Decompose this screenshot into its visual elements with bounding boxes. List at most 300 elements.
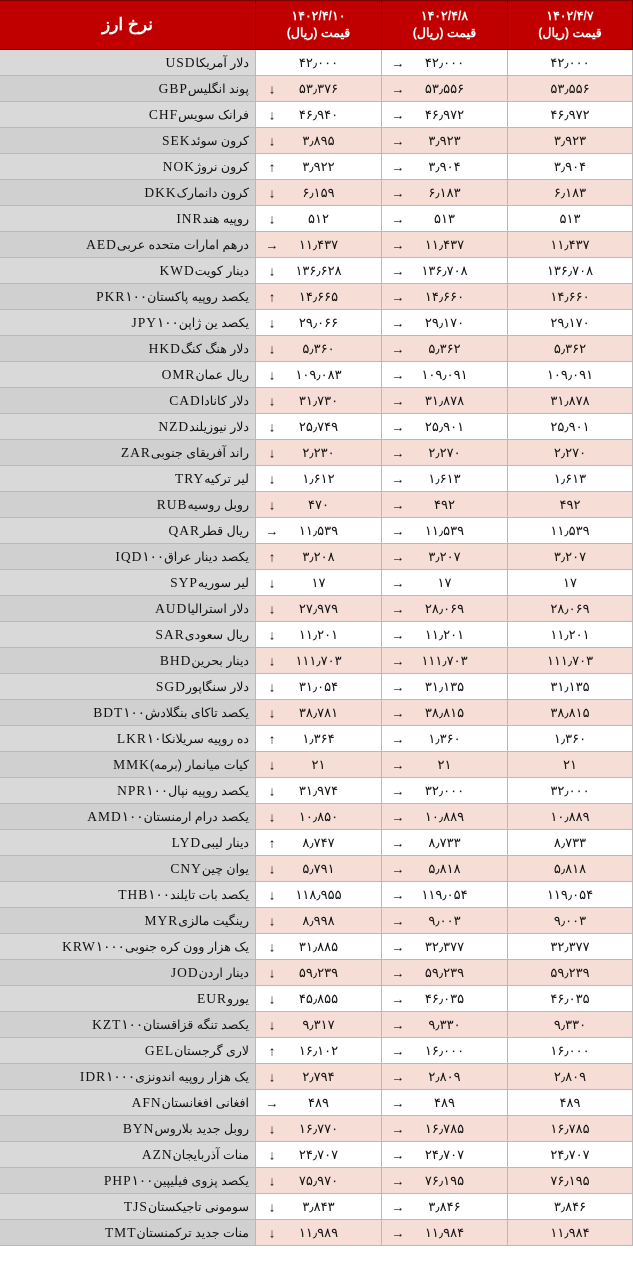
column-header-day3-label: قیمت (ریال) [538,26,602,40]
currency-name-cell [0,648,256,674]
currency-code: HKD [148,340,181,356]
price-day1 [256,154,382,180]
table-row [0,1116,633,1142]
price-day1-value: ۱٫۶۱۲ [302,470,335,486]
currency-code: JOD [170,964,199,980]
price-day1 [256,960,382,986]
currency-name: یکصد تاکای بنگلادش [145,705,249,720]
currency-code: NPR۱۰۰ [117,782,169,798]
trend-flat-icon: → [265,237,279,252]
trend-flat-icon: → [391,783,405,798]
price-day1-value: ۸٫۷۴۷ [302,834,335,850]
currency-name-cell [0,804,256,830]
price-day1 [256,778,382,804]
currency-name: منات آذربایجان [172,1147,249,1162]
price-day1-value: ۱۶٫۱۰۲ [298,1042,339,1058]
price-day1 [256,388,382,414]
trend-down-icon: ↓ [268,653,276,668]
price-day2 [382,102,508,128]
price-day2-value: ۱۱٫۴۳۷ [424,236,465,252]
price-day2 [382,596,508,622]
price-day3 [508,440,633,466]
price-day2 [382,856,508,882]
price-day1 [256,596,382,622]
currency-name-cell [0,180,256,206]
table-row [0,934,633,960]
trend-down-icon: ↓ [268,991,276,1006]
currency-name: ریال قطر [199,523,249,538]
price-day1 [256,1116,382,1142]
price-day2-value: ۴۲٫۰۰۰ [424,54,465,70]
currency-code: AUD [155,600,188,616]
price-day1-value: ۴۶٫۹۴۰ [298,106,339,122]
price-day3-value: ۱۷ [563,574,577,590]
price-day2-value: ۱۴٫۶۶۰ [424,288,465,304]
trend-flat-icon: → [391,1121,405,1136]
price-day1-value: ۳۱٫۰۵۴ [298,678,339,694]
price-day3 [508,986,633,1012]
price-day3-value: ۱۴٫۶۶۰ [550,288,590,304]
trend-flat-icon: → [391,445,405,460]
price-day1 [256,934,382,960]
table-row [0,1142,633,1168]
currency-name-cell [0,232,256,258]
price-day2-value: ۴۶٫۹۷۲ [424,106,465,122]
price-day2 [382,1064,508,1090]
price-day3 [508,1116,633,1142]
price-day3 [508,544,633,570]
currency-code: RUB [156,496,188,512]
currency-code: GBP [158,80,188,96]
currency-code: SEK [161,132,191,148]
price-day1 [256,1220,382,1246]
trend-down-icon: ↓ [268,913,276,928]
price-day1-value: ۸٫۹۹۸ [302,912,335,928]
price-day3-value: ۳٫۸۴۶ [553,1198,587,1214]
trend-down-icon: ↓ [268,107,276,122]
price-day1-value: ۲۷٫۹۷۹ [298,600,339,616]
table-row [0,206,633,232]
table-row [0,258,633,284]
currency-code: MYR [144,912,179,928]
price-day2-value: ۵۹٫۲۳۹ [424,964,465,980]
trend-flat-icon: → [391,653,405,668]
trend-flat-icon: → [391,1147,405,1162]
price-day1-value: ۴۲٫۰۰۰ [298,54,339,70]
currency-name-cell [0,934,256,960]
price-day2 [382,128,508,154]
price-day3 [508,76,633,102]
trend-up-icon: ↑ [268,731,276,746]
currency-name: افغانی افغانستان [161,1095,249,1110]
table-row [0,232,633,258]
currency-name: یک هزار وون کره جنوبی [124,939,249,954]
price-day1 [256,1090,382,1116]
currency-code: SGD [155,678,186,694]
currency-name: یکصد بات تایلند [169,887,249,902]
currency-name-cell [0,284,256,310]
price-day3 [508,700,633,726]
price-day2 [382,76,508,102]
price-day1-value: ۱۴٫۶۶۵ [298,288,339,304]
price-day2-value: ۲٫۲۷۰ [428,444,461,460]
price-day3 [508,102,633,128]
price-day2-value: ۱۱٫۹۸۴ [424,1224,465,1240]
trend-flat-icon: → [391,1043,405,1058]
trend-down-icon: ↓ [268,341,276,356]
currency-code: IQD۱۰۰ [115,548,165,564]
currency-code: SAR [155,626,185,642]
trend-up-icon: ↑ [268,289,276,304]
currency-name-cell [0,388,256,414]
price-day2 [382,50,508,76]
currency-name: یکصد روپیه نپال [168,783,249,798]
price-day2-value: ۷۶٫۱۹۵ [424,1172,465,1188]
trend-flat-icon: → [391,367,405,382]
trend-flat-icon: → [391,1069,405,1084]
price-day3-value: ۱۶٫۰۰۰ [550,1042,590,1058]
price-day2-value: ۴۸۹ [434,1094,455,1110]
trend-flat-icon: → [391,523,405,538]
price-day3 [508,154,633,180]
price-day3 [508,570,633,596]
price-day3 [508,1142,633,1168]
currency-code: LYD [171,834,202,850]
price-day2 [382,154,508,180]
currency-name: کیات میانمار (برمه) [149,757,249,772]
currency-code: JPY۱۰۰ [131,314,179,330]
price-day2 [382,1142,508,1168]
price-day2-value: ۵۳٫۵۵۶ [424,80,465,96]
currency-name: یکصد پزوی فیلیپین [153,1173,249,1188]
price-day3 [508,1038,633,1064]
currency-name: دلار استرالیا [187,601,249,616]
price-day3-value: ۴۲٫۰۰۰ [550,54,590,70]
currency-name-cell [0,1012,256,1038]
price-day1-value: ۲۱ [311,756,326,772]
price-day1 [256,908,382,934]
price-day1-value: ۱۱٫۴۳۷ [298,236,339,252]
price-day2 [382,1116,508,1142]
price-day3 [508,362,633,388]
trend-flat-icon: → [391,159,405,174]
trend-down-icon: ↓ [268,263,276,278]
price-day1-value: ۳٫۹۲۲ [302,158,335,174]
price-day2-value: ۱۱٫۵۳۹ [424,522,465,538]
price-day1 [256,1012,382,1038]
currency-name-cell [0,596,256,622]
currency-name: دینار لیبی [201,835,249,850]
price-day3-value: ۲۴٫۷۰۷ [550,1146,590,1162]
currency-code: OMR [161,366,196,382]
table-row [0,1168,633,1194]
currency-name-cell [0,726,256,752]
trend-flat-icon: → [391,861,405,876]
table-row [0,336,633,362]
price-day1 [256,856,382,882]
price-day1 [256,76,382,102]
currency-name-cell [0,206,256,232]
price-day2 [382,648,508,674]
price-day1 [256,648,382,674]
trend-down-icon: ↓ [268,809,276,824]
currency-name-cell [0,986,256,1012]
table-row [0,596,633,622]
price-day1-value: ۱۱٫۲۰۱ [298,626,339,642]
trend-flat-icon: → [391,575,405,590]
currency-code: TMT [104,1224,137,1240]
currency-name-cell [0,414,256,440]
currency-code: CNY [170,860,202,876]
currency-name: دلار نیوزیلند [189,419,249,434]
price-day3 [508,388,633,414]
price-day3-value: ۲۵٫۹۰۱ [550,418,590,434]
price-day2-value: ۲۵٫۹۰۱ [424,418,465,434]
table-row [0,674,633,700]
price-day3-value: ۳٫۹۲۳ [553,132,587,148]
trend-down-icon: ↓ [268,1121,276,1136]
price-day3 [508,882,633,908]
price-day1 [256,1194,382,1220]
price-day3-value: ۳۱٫۱۳۵ [550,678,590,694]
table-row [0,154,633,180]
trend-flat-icon: → [391,913,405,928]
currency-name: ریال سعودی [184,627,249,642]
price-day3 [508,960,633,986]
trend-flat-icon: → [391,679,405,694]
currency-code: SYP [170,574,198,590]
price-day3-value: ۱۳۶٫۷۰۸ [546,262,594,278]
page-title: نرخ ارز [0,1,256,50]
price-day2-value: ۳۲٫۳۷۷ [424,938,465,954]
price-day3-value: ۳٫۲۰۷ [553,548,587,564]
table-row [0,622,633,648]
table-row [0,102,633,128]
table-row [0,1038,633,1064]
price-day3-value: ۱۱٫۴۳۷ [550,236,590,252]
price-day2-value: ۱۶٫۰۰۰ [424,1042,465,1058]
price-day2-value: ۱۷ [437,574,452,590]
price-day3-value: ۲٫۲۷۰ [553,444,587,460]
trend-down-icon: ↓ [268,887,276,902]
trend-flat-icon: → [391,393,405,408]
price-day2 [382,362,508,388]
currency-name: دینار اردن [198,965,249,980]
price-day1 [256,310,382,336]
table-row [0,1090,633,1116]
trend-flat-icon: → [391,497,405,512]
trend-flat-icon: → [391,1199,405,1214]
column-header-day2-date: ۱۴۰۲/۴/۸ [420,9,469,24]
price-day3 [508,1064,633,1090]
trend-flat-icon: → [391,263,405,278]
trend-down-icon: ↓ [268,1017,276,1032]
price-day1 [256,50,382,76]
table-row [0,518,633,544]
price-day3 [508,622,633,648]
price-day3-value: ۴۶٫۹۷۲ [550,106,590,122]
currency-name: یکصد روپیه پاکستان [147,289,249,304]
currency-name-cell [0,362,256,388]
price-day2 [382,1194,508,1220]
price-day1 [256,258,382,284]
price-day2-value: ۲۹٫۱۷۰ [424,314,465,330]
price-day2-value: ۴۶٫۰۳۵ [424,990,465,1006]
currency-name-cell [0,752,256,778]
price-day1 [256,232,382,258]
price-day1-value: ۳٫۸۴۳ [302,1198,335,1214]
table-row [0,882,633,908]
price-day3-value: ۲٫۸۰۹ [553,1068,587,1084]
price-day2-value: ۳٫۹۰۴ [428,158,461,174]
trend-flat-icon: → [391,991,405,1006]
table-row [0,778,633,804]
price-day3-value: ۱۱٫۹۸۴ [550,1224,590,1240]
currency-name: کرون سوئد [190,133,249,148]
trend-down-icon: ↓ [268,1225,276,1240]
trend-up-icon: ↑ [268,835,276,850]
price-day3 [508,856,633,882]
currency-name: منات جدید ترکمنستان [136,1225,249,1240]
price-day2 [382,882,508,908]
price-day1 [256,622,382,648]
currency-name-cell [0,1116,256,1142]
price-day1 [256,414,382,440]
price-day2-value: ۱۱٫۲۰۱ [424,626,465,642]
price-day1 [256,440,382,466]
currency-name-cell [0,856,256,882]
currency-code: AZN [141,1146,173,1162]
trend-flat-icon: → [391,1095,405,1110]
price-day2 [382,804,508,830]
trend-flat-icon: → [391,185,405,200]
trend-flat-icon: → [391,627,405,642]
price-day1 [256,284,382,310]
table-row [0,960,633,986]
currency-name-cell [0,50,256,76]
currency-name-cell [0,128,256,154]
trend-flat-icon: → [391,81,405,96]
price-day2 [382,284,508,310]
column-header-day1 [256,1,382,50]
price-day2-value: ۱۱۱٫۷۰۳ [421,652,468,668]
trend-down-icon: ↓ [268,939,276,954]
price-day1-value: ۳۱٫۸۸۵ [298,938,339,954]
price-day3-value: ۶٫۱۸۳ [553,184,587,200]
price-day2-value: ۱۶٫۷۸۵ [424,1120,465,1136]
price-day2 [382,960,508,986]
price-day2 [382,908,508,934]
price-day2-value: ۳٫۲۰۷ [428,548,461,564]
price-day1-value: ۲٫۲۳۰ [302,444,335,460]
trend-down-icon: ↓ [268,445,276,460]
price-day1-value: ۷۵٫۹۷۰ [298,1172,339,1188]
trend-down-icon: ↓ [268,1173,276,1188]
currency-name: ده روپیه سریلانکا [161,731,249,746]
price-day3-value: ۱۶٫۷۸۵ [550,1120,590,1136]
price-day1-value: ۳۱٫۹۷۴ [298,782,339,798]
price-day2 [382,518,508,544]
trend-down-icon: ↓ [268,575,276,590]
currency-name-cell [0,544,256,570]
price-day1 [256,804,382,830]
currency-name-cell [0,700,256,726]
currency-code: KWD [159,262,195,278]
currency-name-cell [0,1168,256,1194]
trend-flat-icon: → [391,549,405,564]
price-day3 [508,778,633,804]
price-day2-value: ۱٫۳۶۰ [428,730,461,746]
price-day3-value: ۱٫۳۶۰ [553,730,587,746]
price-day1 [256,700,382,726]
trend-down-icon: ↓ [268,133,276,148]
trend-flat-icon: → [391,55,405,70]
currency-name-cell [0,830,256,856]
price-day2 [382,388,508,414]
currency-name-cell [0,440,256,466]
price-day3 [508,258,633,284]
price-day1-value: ۲۴٫۷۰۷ [298,1146,339,1162]
price-day2 [382,830,508,856]
currency-name: رینگیت مالزی [178,913,249,928]
price-day3 [508,1168,633,1194]
price-day3-value: ۱۱٫۲۰۱ [550,626,590,642]
price-day2-value: ۵٫۳۶۲ [428,340,461,356]
currency-code: AED [86,236,117,252]
trend-down-icon: ↓ [268,497,276,512]
currency-name: دلار سنگاپور [185,679,249,694]
currency-name-cell [0,882,256,908]
price-day1 [256,986,382,1012]
currency-code: IDR۱۰۰۰ [79,1068,136,1084]
price-day2 [382,1038,508,1064]
table-row [0,362,633,388]
table-row [0,284,633,310]
price-day3 [508,232,633,258]
price-day2-value: ۲۴٫۷۰۷ [424,1146,465,1162]
price-day1-value: ۱۱۸٫۹۵۵ [295,886,342,902]
table-row [0,726,633,752]
price-day3 [508,310,633,336]
table-row [0,544,633,570]
currency-name-cell [0,778,256,804]
price-day3-value: ۴۶٫۰۳۵ [550,990,590,1006]
price-day2 [382,336,508,362]
price-day3-value: ۱۰۹٫۰۹۱ [546,366,594,382]
price-day1-value: ۹٫۳۱۷ [302,1016,335,1032]
price-day2-value: ۲۱ [437,756,452,772]
table-row [0,440,633,466]
price-day2 [382,778,508,804]
price-day1-value: ۱۰٫۸۵۰ [298,808,339,824]
price-day2-value: ۴۹۲ [434,496,455,512]
price-day2-value: ۳۱٫۱۳۵ [424,678,465,694]
trend-flat-icon: → [391,211,405,226]
table-row [0,310,633,336]
trend-down-icon: ↓ [268,679,276,694]
price-day3-value: ۱٫۶۱۳ [553,470,587,486]
price-day2-value: ۵٫۸۱۸ [428,860,461,876]
currency-code: USD [165,54,196,70]
currency-name: دلار هنگ کنگ [180,341,249,356]
price-day3 [508,336,633,362]
trend-flat-icon: → [391,107,405,122]
price-day2 [382,310,508,336]
currency-code: CAD [169,392,201,408]
currency-name: روبل روسیه [187,497,249,512]
currency-code: THB۱۰۰ [118,886,170,902]
currency-name-cell [0,466,256,492]
